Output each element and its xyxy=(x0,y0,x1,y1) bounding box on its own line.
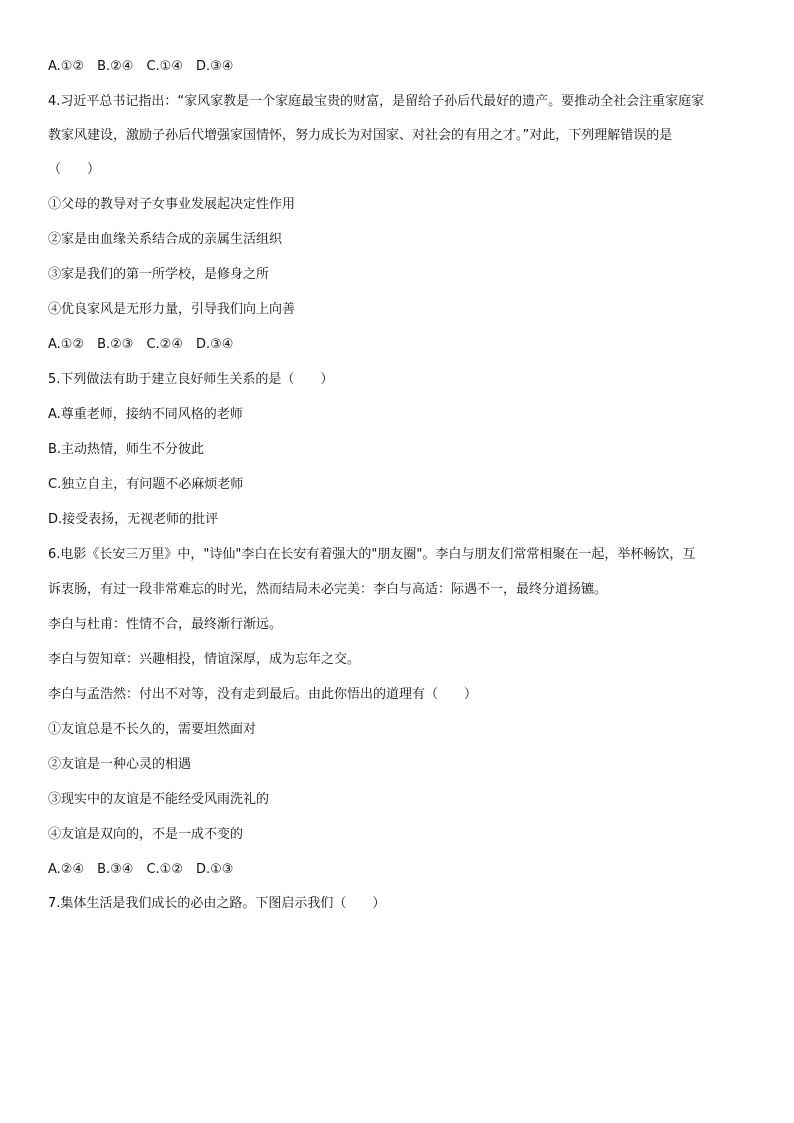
q4-stem-line-2: 教家风建设，激励子孙后代增强家国情怀，努力成长为对国家、对社会的有用之才。”对此，下列理解错误的是 xyxy=(48,128,673,143)
q6-stem-line-1: 6.电影《长安三万里》中，"诗仙"李白在长安有着强大的"朋友圈"。李白与朋友们常常相聚在一起，举杯畅饮，互 xyxy=(48,547,696,562)
q4-options: A.①② B.②③ C.②④ D.③④ xyxy=(48,337,234,352)
q7-stem: 7.集体生活是我们成长的必由之路。下图启示我们（ ） xyxy=(48,896,386,911)
q6-statement-4: ④友谊是双向的，不是一成不变的 xyxy=(48,827,244,842)
q4-statement-3: ③家是我们的第一所学校，是修身之所 xyxy=(48,267,270,282)
q5-option-a: A.尊重老师，接纳不同风格的老师 xyxy=(48,407,243,422)
q5-option-b: B.主动热情，师生不分彼此 xyxy=(48,442,205,457)
q6-statement-3: ③现实中的友谊是不能经受风雨洗礼的 xyxy=(48,792,270,807)
q4-stem-line-1: 4.习近平总书记指出：“家风家教是一个家庭最宝贵的财富，是留给子孙后代最好的遗产。要推动全社会注重家庭家 xyxy=(48,94,705,109)
q6-stem-line-3: 李白与杜甫：性情不合，最终渐行渐远。 xyxy=(48,617,283,632)
q3-options: A.①② B.②④ C.①④ D.③④ xyxy=(48,59,234,74)
q6-statement-2: ②友谊是一种心灵的相遇 xyxy=(48,757,192,772)
q6-statement-1: ①友谊总是不长久的，需要坦然面对 xyxy=(48,722,257,737)
q4-statement-2: ②家是由血缘关系结合成的亲属生活组织 xyxy=(48,232,283,247)
q4-statement-4: ④优良家风是无形力量，引导我们向上向善 xyxy=(48,302,296,317)
q6-options: A.②④ B.③④ C.①② D.①③ xyxy=(48,862,234,877)
q6-stem-line-5: 李白与孟浩然：付出不对等，没有走到最后。由此你悟出的道理有（ ） xyxy=(48,687,478,702)
q5-option-d: D.接受表扬，无视老师的批评 xyxy=(48,512,219,527)
q6-stem-line-4: 李白与贺知章：兴趣相投，情谊深厚，成为忘年之交。 xyxy=(48,652,361,667)
q4-stem-blank: （ ） xyxy=(48,162,101,177)
q5-option-c: C.独立自主，有问题不必麻烦老师 xyxy=(48,477,244,492)
q6-stem-line-2: 诉衷肠，有过一段非常难忘的时光，然而结局未必完美：李白与高适：际遇不一，最终分道扬镳。 xyxy=(48,582,608,597)
q5-stem: 5.下列做法有助于建立良好师生关系的是（ ） xyxy=(48,372,334,387)
q4-statement-1: ①父母的教导对子女事业发展起决定性作用 xyxy=(48,197,296,212)
